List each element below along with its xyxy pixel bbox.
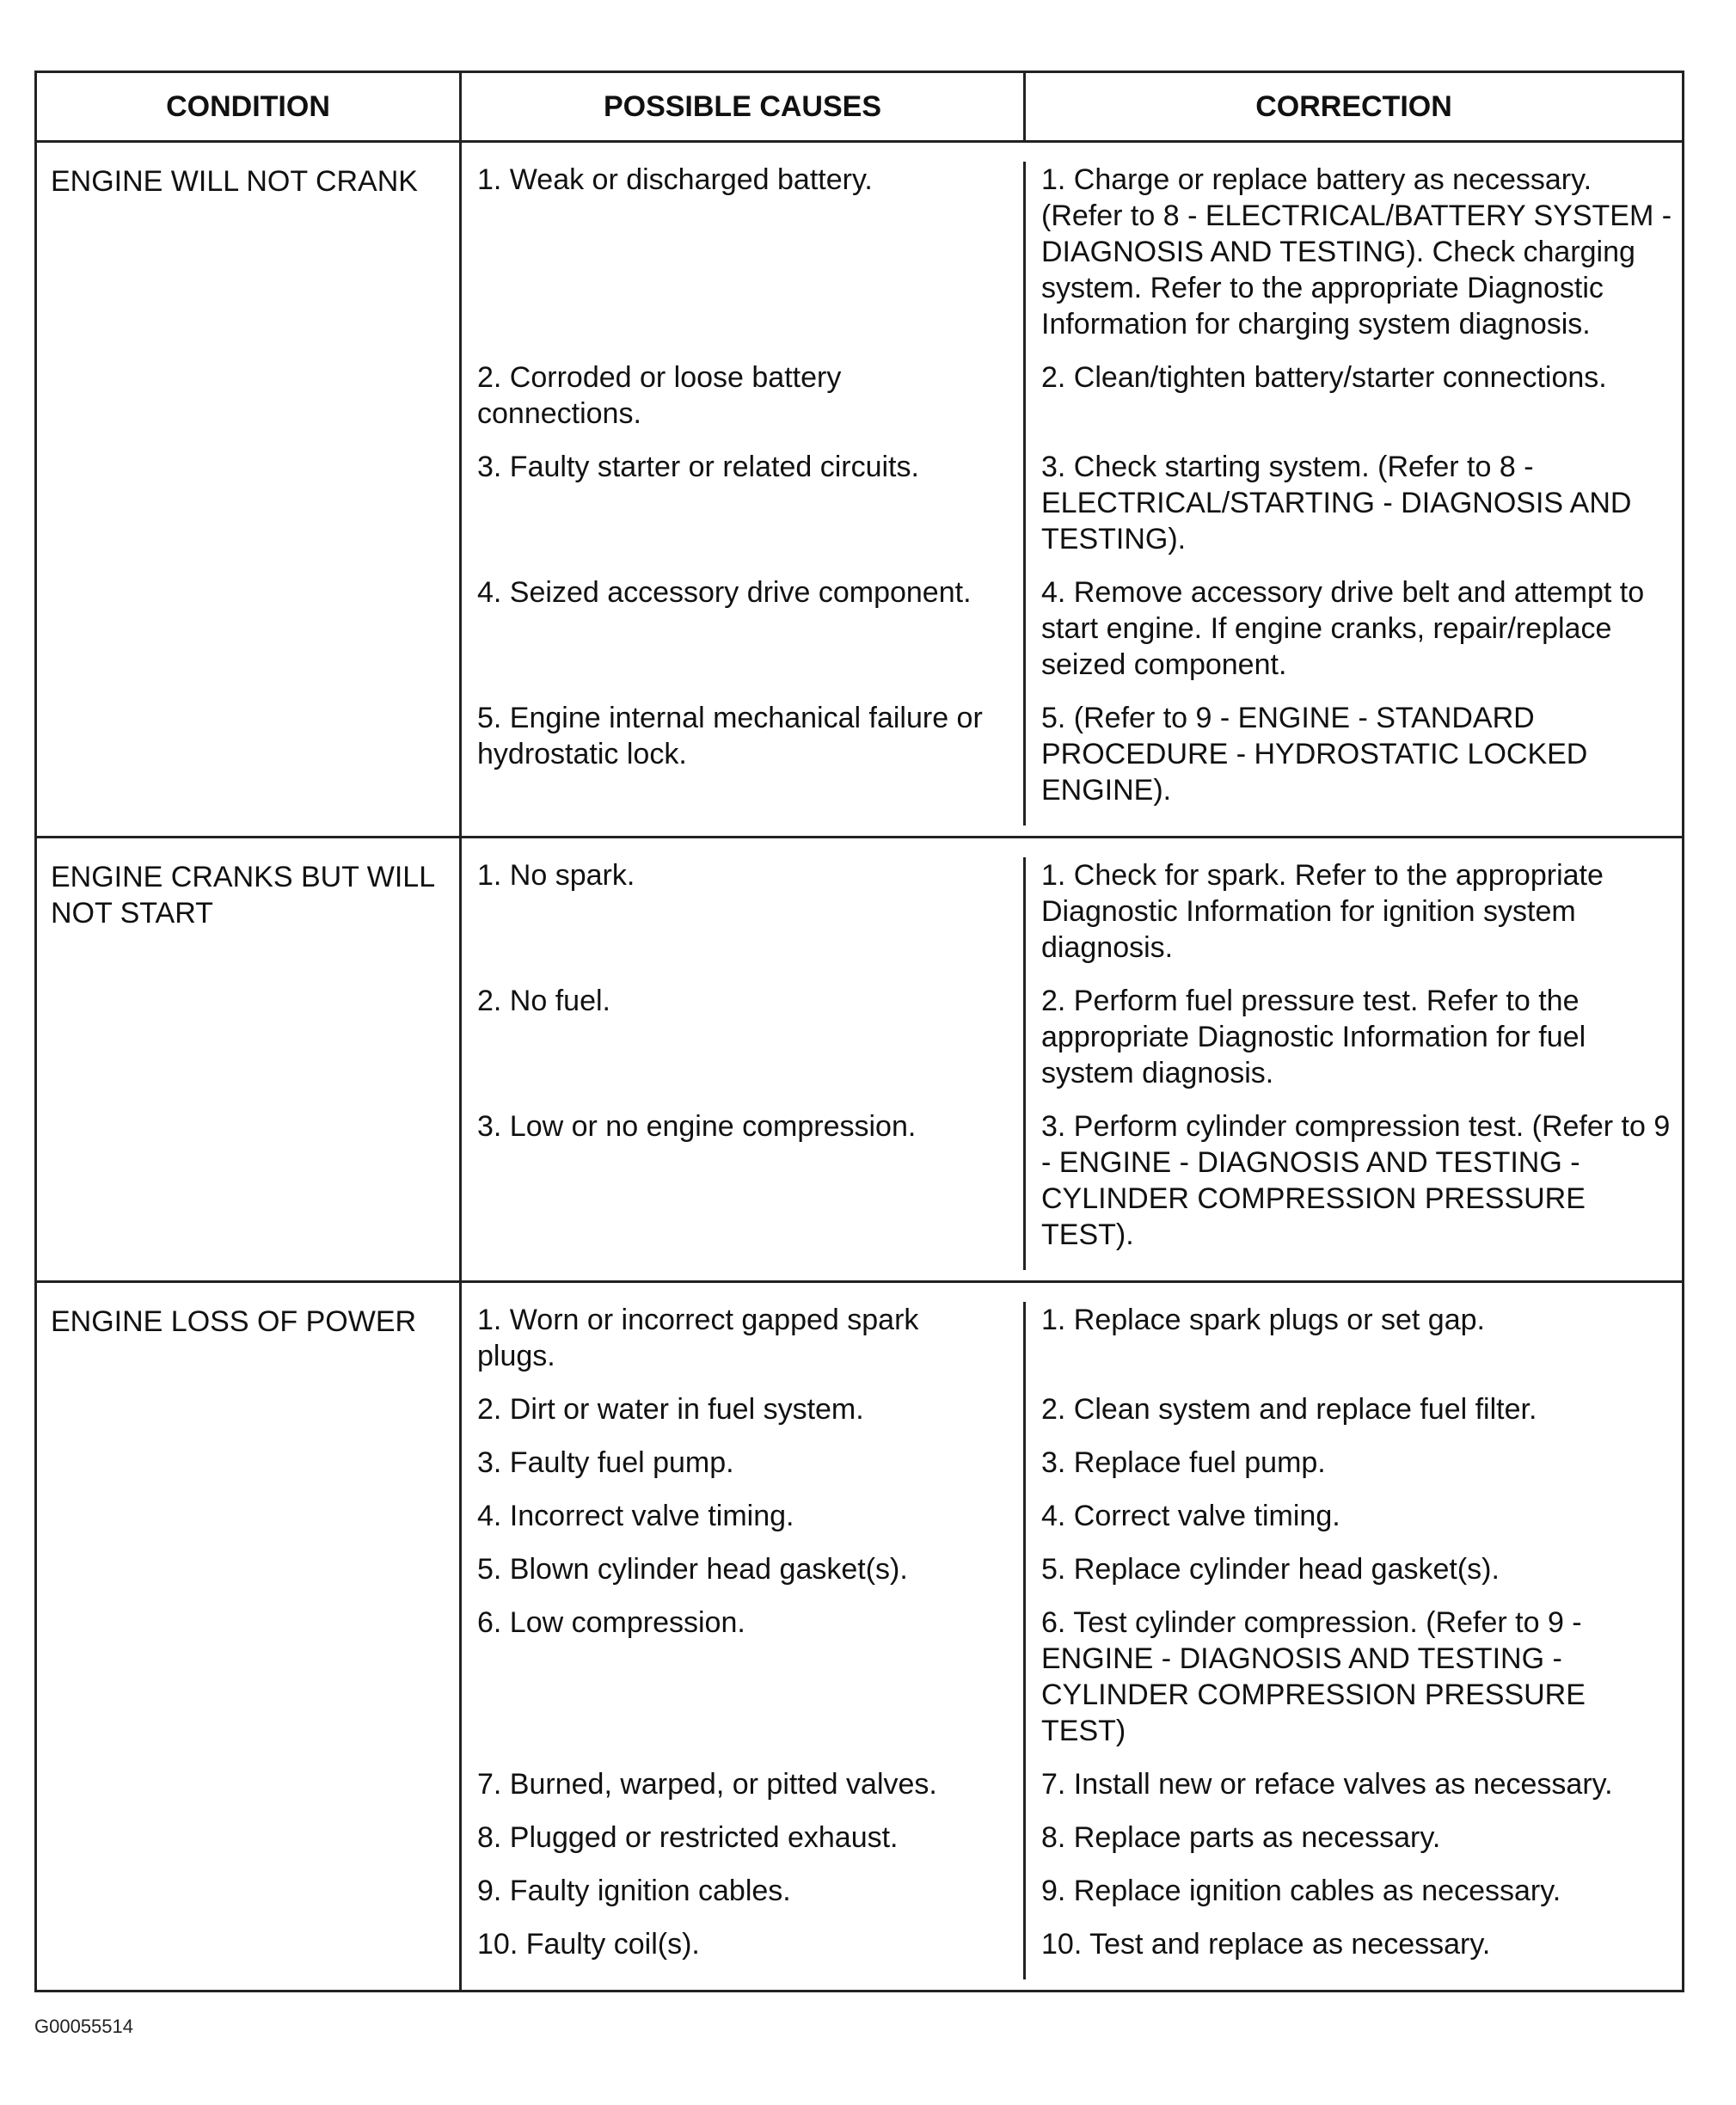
correction-item: 1. Check for spark. Refer to the appropriate Diagnostic Information for ignition system diagnosis. <box>1041 859 1604 964</box>
header-condition: CONDITION <box>36 72 461 142</box>
correction-item: 6. Test cylinder compression. (Refer to 9 - ENGINE - DIAGNOSIS AND TESTING - CYLINDER COMPRESSION PRESSURE TEST) <box>1041 1606 1586 1747</box>
condition-row <box>36 142 1684 838</box>
cause-item: 10. Faulty coil(s). <box>462 1926 1026 1979</box>
cause-item: 3. Faulty starter or related circuits. <box>462 449 1026 574</box>
correction-item: 5. (Refer to 9 - ENGINE - STANDARD PROCEDURE - HYDROSTATIC LOCKED ENGINE). <box>1041 702 1588 807</box>
correction-item: 4. Correct valve timing. <box>1041 1500 1340 1532</box>
correction-item: 2. Clean system and replace fuel filter. <box>1041 1393 1537 1426</box>
correction-item: 8. Replace parts as necessary. <box>1041 1821 1441 1854</box>
cause-item: 4. Seized accessory drive component. <box>462 574 1026 700</box>
cause-item: 3. Faulty fuel pump. <box>462 1445 1026 1498</box>
cause-item: 2. Corroded or loose battery connections. <box>462 359 1026 449</box>
diagnosis-table <box>34 71 1684 1992</box>
header-correction: CORRECTION <box>1025 72 1684 142</box>
correction-item: 2. Perform fuel pressure test. Refer to the appropriate Diagnostic Information for fuel system diagnosis. <box>1041 985 1586 1089</box>
correction-item: 1. Charge or replace battery as necessary. (Refer to 8 - ELECTRICAL/BATTERY SYSTEM - DIAGNOSIS AND TESTING). Check charging system. Refer to the appropriate Diagnostic Information for charging system diagnosis. <box>1041 163 1672 341</box>
condition-cell: ENGINE LOSS OF POWER <box>36 1282 461 1991</box>
cause-item: 3. Low or no engine compression. <box>462 1108 1026 1270</box>
correction-item: 5. Replace cylinder head gasket(s). <box>1041 1553 1500 1586</box>
correction-item: 10. Test and replace as necessary. <box>1041 1928 1491 1961</box>
cause-item: 5. Engine internal mechanical failure or hydrostatic lock. <box>462 700 1026 825</box>
cause-item: 1. No spark. <box>462 857 1026 983</box>
condition-cell: ENGINE WILL NOT CRANK <box>36 142 461 838</box>
cause-item: 7. Burned, warped, or pitted valves. <box>462 1766 1026 1820</box>
cause-correction-group <box>461 838 1684 1282</box>
cause-correction-group <box>461 1282 1684 1991</box>
figure-code: G00055514 <box>34 2016 133 2037</box>
condition-row <box>36 1282 1684 1991</box>
cause-item: 1. Worn or incorrect gapped spark plugs. <box>462 1302 1026 1391</box>
correction-item: 3. Replace fuel pump. <box>1041 1446 1326 1479</box>
cause-item: 9. Faulty ignition cables. <box>462 1873 1026 1926</box>
correction-item: 3. Check starting system. (Refer to 8 - ELECTRICAL/STARTING - DIAGNOSIS AND TESTING). <box>1041 451 1632 555</box>
correction-item: 1. Replace spark plugs or set gap. <box>1041 1304 1485 1336</box>
correction-item: 9. Replace ignition cables as necessary. <box>1041 1875 1561 1907</box>
condition-cell: ENGINE CRANKS BUT WILL NOT START <box>36 838 461 1282</box>
correction-item: 2. Clean/tighten battery/starter connections. <box>1041 361 1607 394</box>
cause-item: 8. Plugged or restricted exhaust. <box>462 1820 1026 1873</box>
correction-item: 7. Install new or reface valves as necessary. <box>1041 1768 1613 1801</box>
cause-item: 6. Low compression. <box>462 1605 1026 1766</box>
cause-item: 4. Incorrect valve timing. <box>462 1498 1026 1551</box>
cause-item: 2. No fuel. <box>462 983 1026 1108</box>
correction-item: 4. Remove accessory drive belt and attempt to start engine. If engine cranks, repair/replace seized component. <box>1041 576 1645 681</box>
header-causes: POSSIBLE CAUSES <box>461 72 1025 142</box>
cause-correction-group <box>461 142 1684 838</box>
condition-row <box>36 838 1684 1282</box>
cause-item: 1. Weak or discharged battery. <box>462 162 1026 359</box>
cause-item: 2. Dirt or water in fuel system. <box>462 1391 1026 1445</box>
header-row <box>36 72 1684 142</box>
correction-item: 3. Perform cylinder compression test. (Refer to 9 - ENGINE - DIAGNOSIS AND TESTING - CYLINDER COMPRESSION PRESSURE TEST). <box>1041 1110 1671 1251</box>
cause-item: 5. Blown cylinder head gasket(s). <box>462 1551 1026 1605</box>
